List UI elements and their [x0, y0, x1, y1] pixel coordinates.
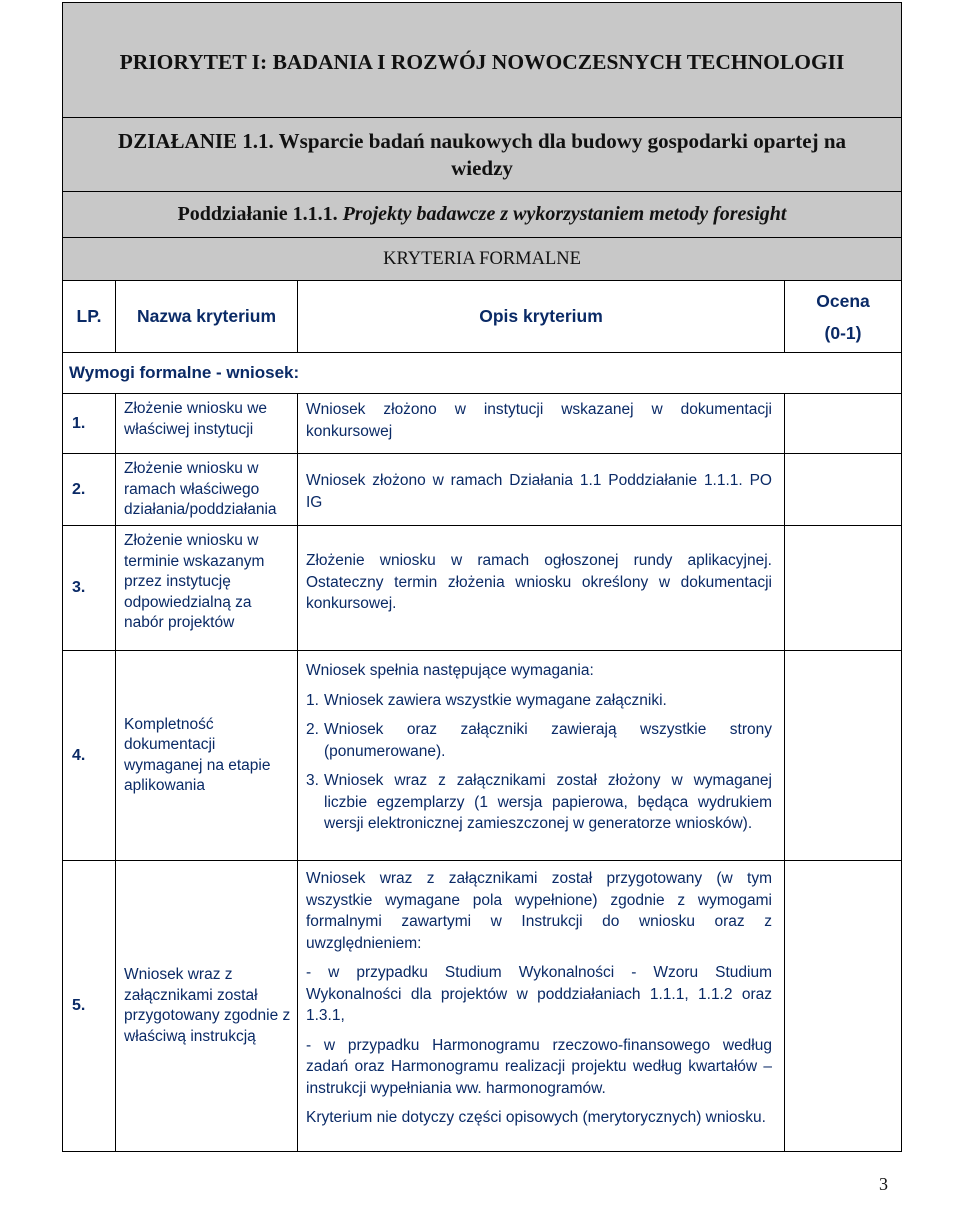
criterion-name: Złożenie wniosku w terminie wskazanym przez instytucję odpowiedzialną za nabór projektów: [116, 526, 298, 651]
description-paragraph: Wniosek złożono w ramach Działania 1.1 Poddziałanie 1.1.1. PO IG: [306, 472, 772, 511]
list-item: [306, 770, 772, 835]
score-cell: [785, 526, 902, 651]
table-row: [63, 526, 902, 651]
list-item-text: Wniosek oraz załączniki zawierają wszystkie strony (ponumerowane).: [324, 721, 772, 760]
criterion-description: [298, 651, 785, 861]
list-item: [306, 719, 772, 762]
table-row: [63, 651, 902, 861]
formal-criteria-heading: [63, 238, 902, 281]
column-header-description: Opis kryterium: [298, 281, 785, 353]
score-cell: [785, 651, 902, 861]
score-range: (0-1): [824, 322, 862, 343]
description-paragraph: Złożenie wniosku w ramach ogłoszonej rundy aplikacyjnej. Ostateczny termin złożenia wniosku określony w dokumentacji konkursowej.: [306, 552, 772, 612]
criterion-name: Wniosek wraz z załącznikami został przygotowany zgodnie z właściwą instrukcją: [116, 861, 298, 1152]
table-row: [63, 861, 902, 1152]
description-paragraph: Wniosek wraz z załącznikami został przygotowany (w tym wszystkie wymagane pola wypełnione) zgodnie z wymogami formalnymi zawartymi w Instrukcji do wniosku oraz z uwzględnieniem:: [306, 870, 772, 952]
criterion-name: Złożenie wniosku we właściwej instytucji: [116, 394, 298, 454]
criterion-name: Złożenie wniosku w ramach właściwego działania/poddziałania: [116, 454, 298, 526]
formal-criteria-title: KRYTERIA FORMALNE: [383, 248, 581, 269]
row-number: 5.: [63, 861, 116, 1152]
row-number: 3.: [63, 526, 116, 651]
criterion-description: [298, 526, 785, 651]
description-paragraph: - w przypadku Studium Wykonalności - Wzoru Studium Wykonalności dla projektów w poddziałaniach 1.1.1, 1.1.2 oraz 1.3.1,: [306, 964, 772, 1024]
row-number: 1.: [63, 394, 116, 454]
score-label: Ocena: [816, 290, 870, 311]
column-header-name: Nazwa kryterium: [116, 281, 298, 353]
list-item-text: Wniosek wraz z załącznikami został złożony w wymaganej liczbie egzemplarzy (1 wersja papierowa, będąca wydrukiem wersji elektronicznej zamieszczonej w generatorze wniosków).: [324, 772, 772, 832]
table-row: [63, 394, 902, 454]
section-label: Wymogi formalne - wniosek:: [63, 353, 902, 394]
action-heading: [63, 118, 902, 192]
table-row: [63, 454, 902, 526]
description-intro: Wniosek spełnia następujące wymagania:: [306, 662, 594, 679]
list-item-text: Wniosek zawiera wszystkie wymagane załączniki.: [324, 691, 667, 709]
column-header-lp: LP.: [63, 281, 116, 353]
column-header-score: [785, 281, 902, 353]
criterion-description: [298, 394, 785, 454]
list-item: [306, 690, 772, 712]
criteria-table: [62, 2, 902, 1152]
description-paragraph: Kryterium nie dotyczy części opisowych (merytorycznych) wniosku.: [306, 1109, 766, 1126]
priority-title: PRIORYTET I: BADANIA I ROZWÓJ NOWOCZESNYCH TECHNOLOGII: [119, 49, 845, 74]
score-cell: [785, 394, 902, 454]
criterion-name: Kompletność dokumentacji wymaganej na etapie aplikowania: [116, 651, 298, 861]
score-cell: [785, 861, 902, 1152]
subaction-title: Projekty badawcze z wykorzystaniem metody foresight: [342, 203, 787, 225]
action-title-line2: wiedzy: [451, 155, 513, 180]
row-number: 4.: [63, 651, 116, 861]
subaction-heading: [63, 192, 902, 238]
action-title-line1: DZIAŁANIE 1.1. Wsparcie badań naukowych dla budowy gospodarki opartej na: [118, 128, 847, 153]
list-item-number: 1.: [306, 691, 319, 709]
description-paragraph: Wniosek złożono w instytucji wskazanej w dokumentacji konkursowej: [306, 401, 772, 440]
page-number: 3: [879, 1174, 888, 1194]
criterion-description: [298, 861, 785, 1152]
column-header-row: [63, 281, 902, 353]
row-number: 2.: [63, 454, 116, 526]
list-item-number: 2.: [306, 721, 319, 738]
score-cell: [785, 454, 902, 526]
subaction-number: Poddziałanie 1.1.1.: [177, 203, 338, 225]
description-paragraph: - w przypadku Harmonogramu rzeczowo-finansowego według zadań oraz Harmonogramu realizacji projektu według kwartałów – instrukcji wypełniania ww. harmonogramów.: [306, 1036, 772, 1097]
priority-heading: [63, 3, 902, 118]
section-row: [63, 353, 902, 394]
criterion-description: [298, 454, 785, 526]
list-item-number: 3.: [306, 772, 319, 789]
